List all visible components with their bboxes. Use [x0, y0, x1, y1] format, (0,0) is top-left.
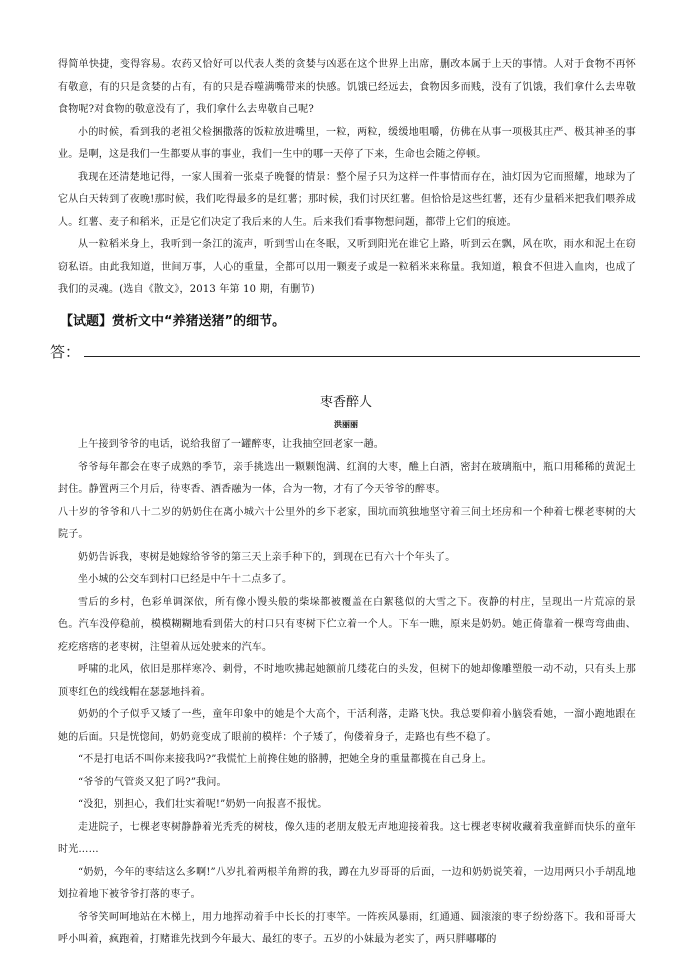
essay-paragraph-4: 从一粒稻米身上，我听到一条江的流声，听到雪山在冬眠，又听到阳光在谁它上路，听到云在飘，风在吹，雨水和泥土在窃窃私语。由此我知道，世间万事，人心的重量，全都可以用一颗麦子或是一粒稻米来称量。我知道，粮食不但进入血肉，也成了我们的灵魂。(选自《散文》，2013 年第 10 期，有删节)	[58, 239, 636, 295]
answer-label: 答：	[50, 343, 81, 361]
essay-paragraph-3: 我现在还清楚地记得，一家人围着一张桌子晚餐的情景：整个屋子只为这样一件事情而存在，油灯因为它而照耀，地球为了它从白天转到了夜晚!那时候，我们吃得最多的是红薯；那时候，我们讨厌红薯。但恰恰是这些红薯，还有少量稻米把我们喂养成人。红薯、麦子和稻米，正是它们决定了我后来的人生。后来我们看事物想问题，都带上它们的痕迹。	[58, 171, 636, 228]
article-paragraph: 奶奶的个子似乎又矮了一些，童年印象中的她是个大高个，干活利落，走路飞快。我总要仰着小脑袋看她，一溜小跑地跟在她的后面。只是恍惚间，奶奶竟变成了眼前的模样：个子矮了，佝偻着身子，走路也有些不稳了。	[58, 709, 636, 743]
article-paragraph: “没犯，别担心，我们壮实着呢!”奶奶一向报喜不报忧。	[78, 799, 328, 810]
answer-line	[50, 339, 640, 361]
article-paragraph: 爷爷笑呵呵地站在木梯上，用力地挥动着手中长长的打枣竿。一阵疾风暴雨，红通通、圆滚滚的枣子纷纷落下。我和哥哥大呼小叫着，疯跑着，打赌谁先找到今年最大、最红的枣子。五岁的小妹最为老实了，两只胖嘟嘟的	[58, 911, 636, 945]
essay-excerpt	[58, 54, 636, 302]
article-paragraph: 爷爷每年都会在枣子成熟的季节，亲手挑选出一颗颗饱满、红润的大枣，醮上白酒，密封在玻璃瓶中，瓶口用稀稀的黄泥土封住。静置两三个月后，待枣香、酒香融为一体，合为一物，才有了今天爷爷的醉枣。	[58, 461, 636, 495]
essay-paragraph-2: 小的时候，看到我的老祖父检捆撒落的饭粒放进嘴里，一粒，两粒，缓缓地咀嚼，仿佛在从事一项极其庄严、极其神圣的事业。是啊，这是我们一生都要从事的事业，我们一生中的哪一天停了下来，生命也会随之停顿。	[58, 126, 636, 160]
article-body	[58, 434, 636, 952]
article-paragraph: 坐小城的公交车到村口已经是中午十二点多了。	[78, 574, 293, 585]
article-paragraph: 上午接到爷爷的电话，说给我留了一罐醉枣，让我抽空回老家一趟。	[78, 439, 384, 450]
article-paragraph: 呼啸的北风，依旧是那样寒冷、刺骨，不时地吹拂起她额前几缕花白的头发，但树下的她却像雕塑般一动不动，只有头上那顶枣红色的线线帽在瑟瑟地抖着。	[58, 664, 636, 698]
answer-blank	[84, 356, 640, 357]
article-paragraph: “不是打电话不叫你来接我吗?”我慌忙上前搀住她的胳膊，把她全身的重量都揽在自己身上。	[78, 754, 492, 765]
article-author: 洪丽丽	[334, 419, 358, 429]
article-paragraph: 走进院子，七棵老枣树静静着光秃秃的树枝，像久违的老朋友般无声地迎接着我。这七棵老枣树收藏着我童鲜而快乐的童年时光……	[58, 821, 636, 855]
essay-paragraph-1: 得简单快捷，变得容易。农药又恰好可以代表人类的贪婪与凶恶在这个世界上出席，删改本属于上天的事情。人对于食物不再怀有敬意，有的只是贪婪的占有，有的只是吞噬满嘴带来的快感。饥饿已经远去，食物因多而贱，没有了饥饿，我们拿什么去卑敬食物呢?对食物的敬意没有了，我们拿什么去卑敬自己呢?	[58, 59, 636, 115]
article-paragraph: “爷爷的气管炎又犯了吗?”我问。	[78, 776, 227, 788]
article-paragraph: “奶奶，今年的枣结这么多啊!”八岁扎着两根羊角辫的我，蹲在九岁哥哥的后面，一边和奶奶说笑着，一边用两只小手胡乱地划拉着地下被爷爷打落的枣子。	[58, 866, 636, 900]
article-paragraph: 奶奶告诉我，枣树是她嫁给爷爷的第三天上亲手种下的，到现在已有六十个年头了。	[78, 551, 456, 563]
article-paragraph: 雪后的乡村，色彩单调深依，所有像小馒头般的柴垛都被覆盖在白絮毯似的大雪之下。夜静的村庄，呈现出一片荒凉的景色。汽车没停稳前，模模糊糊地看到偌大的村口只有枣树下伫立着一个人。下车一瞧，原来是奶奶。她正倚靠着一棵弯弯曲曲、疙疙瘩瘩的老枣树，注望着从远处驶来的汽车。	[58, 596, 636, 653]
question-prompt: 【试题】赏析文中“养猪送猪”的细节。	[60, 314, 286, 329]
article-paragraph: 八十岁的爷爷和八十二岁的奶奶住在离小城六十公里外的乡下老家，围坑而筑独地坚守着三间土坯房和一个种着七棵老枣树的大院子。	[58, 506, 636, 540]
article-title: 枣香醉人	[319, 395, 372, 410]
